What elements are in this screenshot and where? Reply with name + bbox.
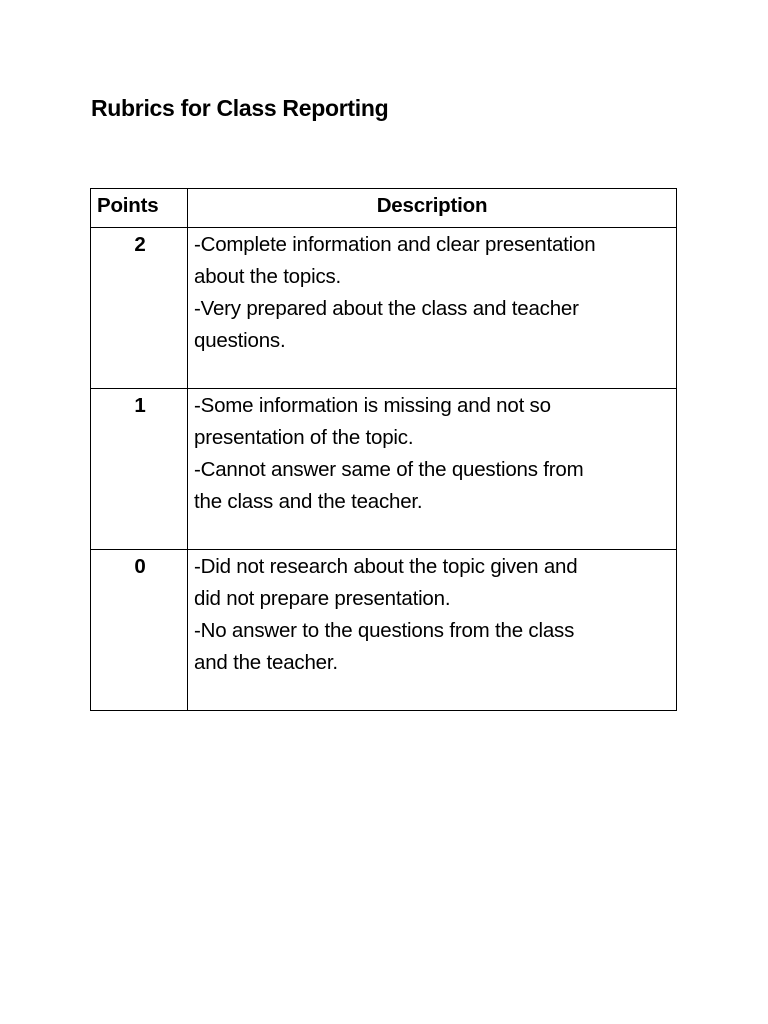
points-cell: 0 — [91, 550, 188, 711]
rubric-table — [90, 188, 677, 711]
description-cell — [188, 389, 677, 550]
page-title: Rubrics for Class Reporting — [91, 95, 389, 121]
description-cell — [188, 550, 677, 711]
points-cell: 2 — [91, 228, 188, 389]
description-line: -Some information is missing and not so — [194, 394, 551, 417]
description-line: about the topics. — [194, 265, 342, 288]
description-line: -Complete information and clear presentation — [194, 233, 596, 256]
table-header-row — [91, 189, 677, 228]
description-line: -Did not research about the topic given and — [194, 555, 578, 578]
description-cell — [188, 228, 677, 389]
points-column-header: Points — [91, 189, 188, 228]
description-line: presentation of the topic. — [194, 426, 414, 449]
table-row — [91, 389, 677, 550]
description-line: -Cannot answer same of the questions from — [194, 458, 584, 481]
description-line: the class and the teacher. — [194, 490, 423, 513]
description-line: and the teacher. — [194, 651, 338, 674]
description-column-header: Description — [188, 189, 677, 228]
points-cell: 1 — [91, 389, 188, 550]
description-line: questions. — [194, 329, 286, 352]
description-line: -Very prepared about the class and teacher — [194, 297, 579, 320]
description-line: -No answer to the questions from the class — [194, 619, 575, 642]
table-row — [91, 550, 677, 711]
table-row — [91, 228, 677, 389]
description-line: did not prepare presentation. — [194, 587, 451, 610]
